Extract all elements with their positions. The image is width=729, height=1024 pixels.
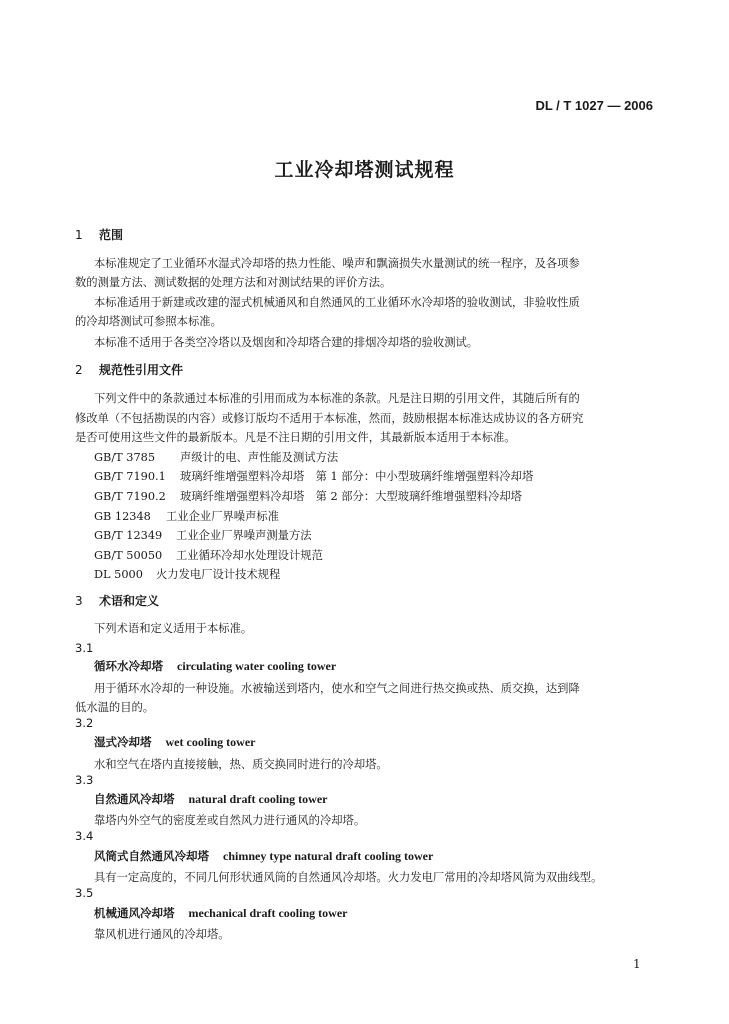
term-number: 3.3 <box>75 773 94 787</box>
section-1-heading <box>75 226 123 243</box>
paragraph-line: 修改单（不包括勘误的内容）或修订版均不适用于本标准，然而，鼓励根据本标准达成协议的各方研究 <box>75 412 584 425</box>
term-zh: 循环水冷却塔 <box>94 659 163 673</box>
term-number: 3.1 <box>75 641 94 655</box>
term-number: 3.5 <box>75 886 94 900</box>
term-definition: 低水温的目的。 <box>75 701 155 714</box>
term-heading <box>94 791 327 807</box>
term-heading <box>94 905 347 921</box>
term-zh: 机械通风冷却塔 <box>94 906 175 920</box>
reference-title: 工业企业厂界噪声标准 <box>166 510 279 523</box>
term-en: natural draft cooling tower <box>188 792 328 806</box>
page-number: 1 <box>633 957 641 971</box>
term-en: circulating water cooling tower <box>177 659 337 673</box>
section-title: 范围 <box>99 228 124 242</box>
reference-code: GB/T 3785 <box>94 451 156 464</box>
term-definition: 具有一定高度的，不同几何形状通风筒的自然通风冷却塔。火力发电厂常用的冷却塔风筒为双曲线型。 <box>94 871 603 884</box>
term-zh: 自然通风冷却塔 <box>94 792 175 806</box>
section-title: 术语和定义 <box>99 594 160 608</box>
reference-title: 玻璃纤维增强塑料冷却塔 第 2 部分：大型玻璃纤维增强塑料冷却塔 <box>180 490 522 503</box>
reference-item <box>94 488 522 504</box>
page-title: 工业冷却塔测试规程 <box>274 159 455 181</box>
paragraph-line: 本标准规定了工业循环水湿式冷却塔的热力性能、噪声和飘滴损失水量测试的统一程序，及各项参 <box>94 257 580 270</box>
paragraph-line: 本标准适用于新建或改建的湿式机械通风和自然通风的工业循环水冷却塔的验收测试，非验收性质 <box>94 296 580 309</box>
section-title: 规范性引用文件 <box>99 363 184 377</box>
reference-code: GB/T 7190.1 <box>94 470 166 483</box>
term-en: wet cooling tower <box>165 735 256 749</box>
term-number: 3.2 <box>75 716 94 730</box>
reference-code: GB/T 7190.2 <box>94 490 166 503</box>
section-number: 2 <box>75 363 83 377</box>
reference-item <box>94 547 323 563</box>
term-heading <box>94 848 433 864</box>
term-en: mechanical draft cooling tower <box>188 906 348 920</box>
reference-title: 工业企业厂界噪声测量方法 <box>176 529 312 542</box>
paragraph-line: 是否可使用这些文件的最新版本。凡是不注日期的引用文件，其最新版本适用于本标准。 <box>75 431 516 444</box>
reference-item <box>94 508 279 524</box>
term-heading <box>94 734 255 750</box>
reference-title: 工业循环冷却水处理设计规范 <box>176 549 323 562</box>
reference-item <box>94 449 338 465</box>
term-definition: 靠塔内外空气的密度差或自然风力进行通风的冷却塔。 <box>94 814 366 827</box>
reference-item <box>94 527 312 543</box>
term-zh: 风筒式自然通风冷却塔 <box>94 849 209 863</box>
paragraph-line: 下列术语和定义适用于本标准。 <box>94 622 253 635</box>
term-zh: 湿式冷却塔 <box>94 735 152 749</box>
paragraph-line: 数的测量方法、测试数据的处理方法和对测试结果的评价方法。 <box>75 276 392 289</box>
reference-title: 玻璃纤维增强塑料冷却塔 第 1 部分：中小型玻璃纤维增强塑料冷却塔 <box>180 470 534 483</box>
reference-code: GB/T 12349 <box>94 529 163 542</box>
reference-item <box>94 468 533 484</box>
paragraph-line: 下列文件中的条款通过本标准的引用而成为本标准的条款。凡是注日期的引用文件，其随后所有的 <box>94 392 580 405</box>
reference-title: 火力发电厂设计技术规程 <box>156 568 281 581</box>
reference-item <box>94 566 280 582</box>
section-number: 3 <box>75 594 83 608</box>
paragraph-line: 本标准不适用于各类空冷塔以及烟囱和冷却塔合建的排烟冷却塔的验收测试。 <box>94 336 479 349</box>
section-number: 1 <box>75 228 83 242</box>
reference-code: GB 12348 <box>94 510 151 523</box>
term-en: chimney type natural draft cooling tower <box>223 849 434 863</box>
term-definition: 水和空气在塔内直接接触，热、质交换同时进行的冷却塔。 <box>94 758 388 771</box>
section-2-heading <box>75 361 183 378</box>
section-3-heading <box>75 592 159 609</box>
reference-code: GB/T 50050 <box>94 549 163 562</box>
term-definition: 靠风机进行通风的冷却塔。 <box>94 928 230 941</box>
reference-title: 声级计的电、声性能及测试方法 <box>180 451 339 464</box>
document-code: DL / T 1027 — 2006 <box>535 98 653 113</box>
paragraph-line: 的冷却塔测试可参照本标准。 <box>75 315 222 328</box>
term-number: 3.4 <box>75 829 94 843</box>
term-heading <box>94 658 336 674</box>
reference-code: DL 5000 <box>94 568 143 581</box>
term-definition: 用于循环水冷却的一种设施。水被输送到塔内，使水和空气之间进行热交换或热、质交换，达到降 <box>94 682 580 695</box>
